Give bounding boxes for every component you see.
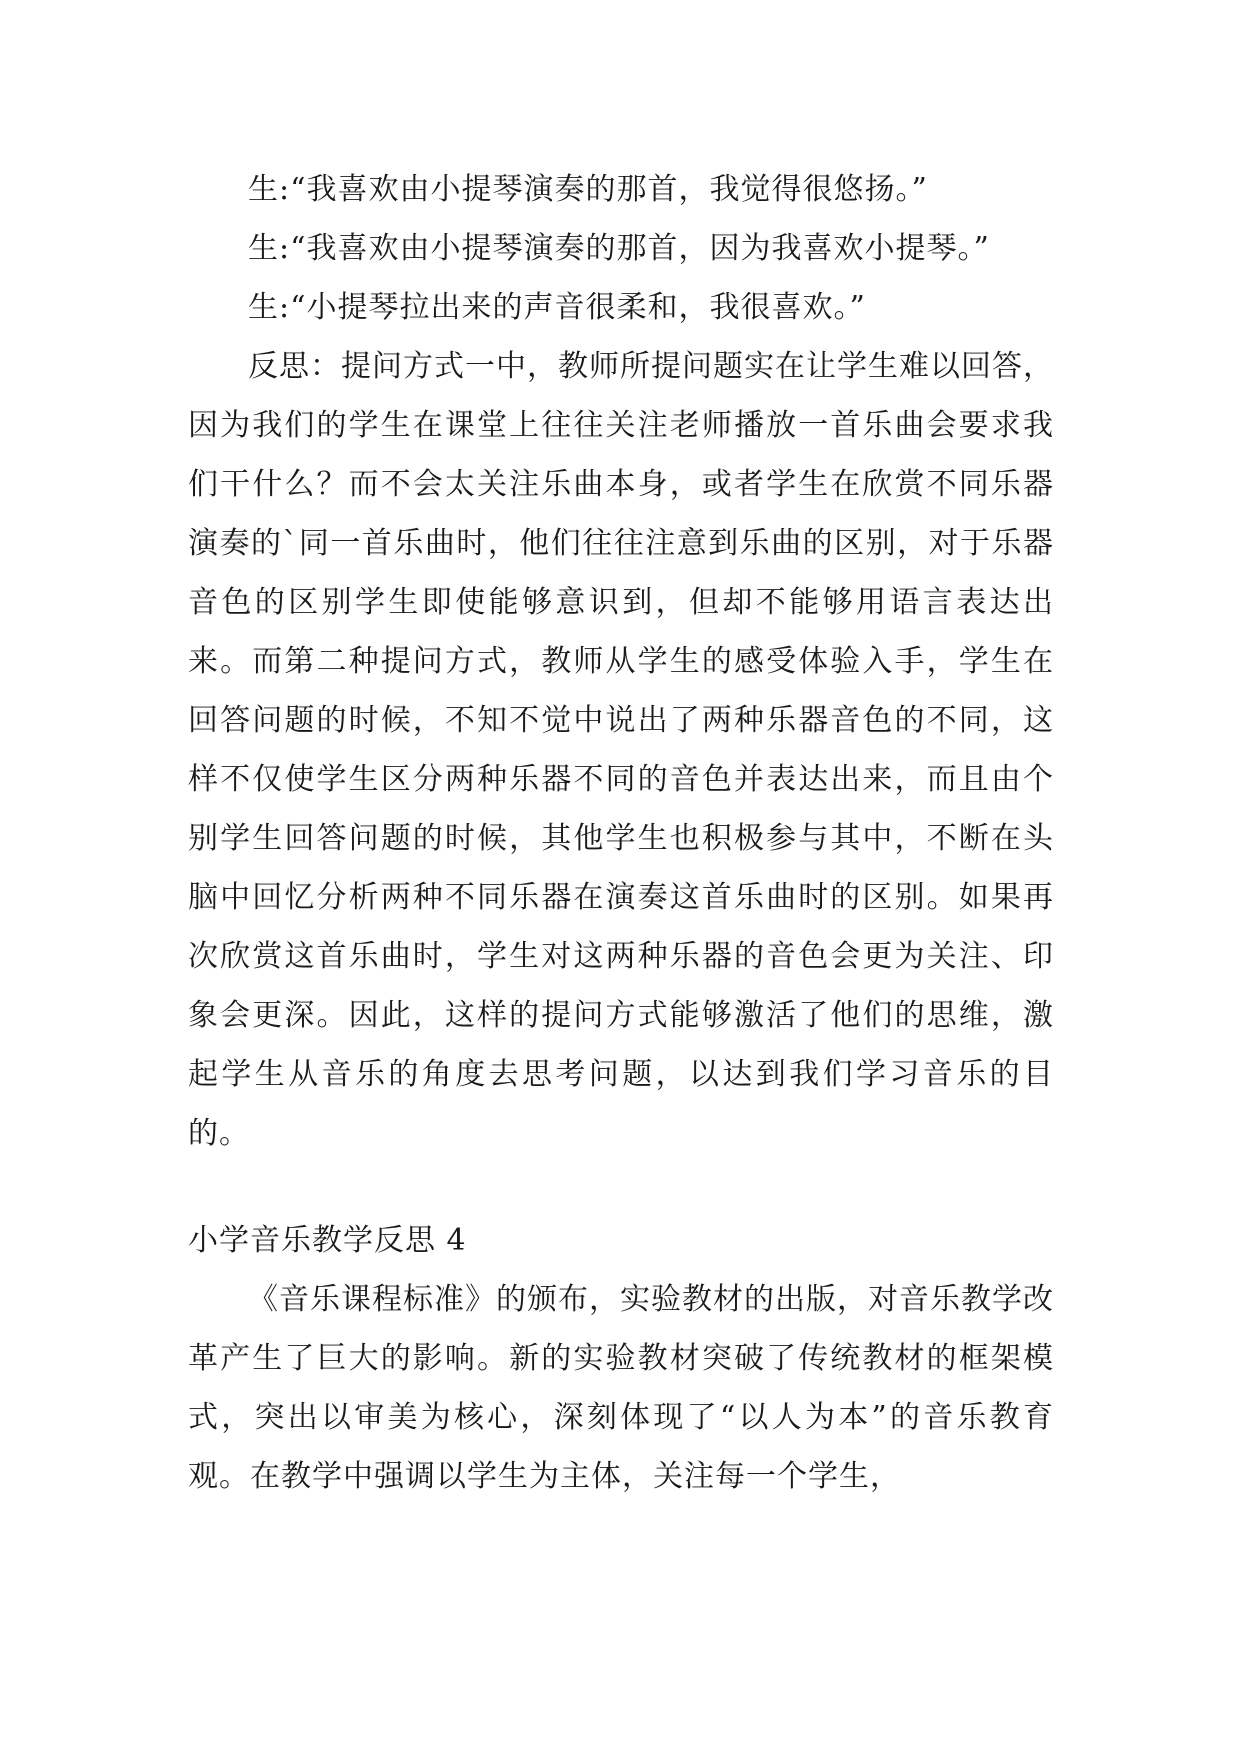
dialogue-line-3: 生:“小提琴拉出来的声音很柔和，我很喜欢。” (248, 290, 866, 325)
section-heading: 小学音乐教学反思 4 (188, 1223, 467, 1258)
reflection-paragraph: 反思：提问方式一中，教师所提问题实在让学生难以回答，因为我们的学生在课堂上往往关注老师播放一首乐曲会要求我们干什么？而不会太关注乐曲本身，或者学生在欣赏不同乐器演奏的`同一首乐曲时，他们往往注意到乐曲的区别，对于乐器音色的区别学生即使能够意识到，但却不能够用语言表达出来。而第二种提问方式，教师从学生的感受体验入手，学生在回答问题的时候，不知不觉中说出了两种乐器音色的不同，这样不仅使学生区分两种乐器不同的音色并表达出来，而且由个别学生回答问题的时候，其他学生也积极参与其中，不断在头脑中回忆分析两种不同乐器在演奏这首乐曲时的区别。如果再次欣赏这首乐曲时，学生对这两种乐器的音色会更为关注、印象会更深。因此，这样的提问方式能够激活了他们的思维，激起学生从音乐的角度去思考问题，以达到我们学习音乐的目的。 (188, 349, 1054, 1151)
dialogue-line-2: 生:“我喜欢由小提琴演奏的那首，因为我喜欢小提琴。” (248, 231, 990, 266)
document-body (188, 160, 1054, 1506)
dialogue-line-1: 生:“我喜欢由小提琴演奏的那首，我觉得很悠扬。” (248, 172, 928, 207)
section-paragraph-1: 《音乐课程标准》的颁布，实验教材的出版，对音乐教学改革产生了巨大的影响。新的实验教材突破了传统教材的框架模式，突出以审美为核心，深刻体现了“以人为本”的音乐教育观。在教学中强调以学生为主体，关注每一个学生， (188, 1282, 1054, 1494)
